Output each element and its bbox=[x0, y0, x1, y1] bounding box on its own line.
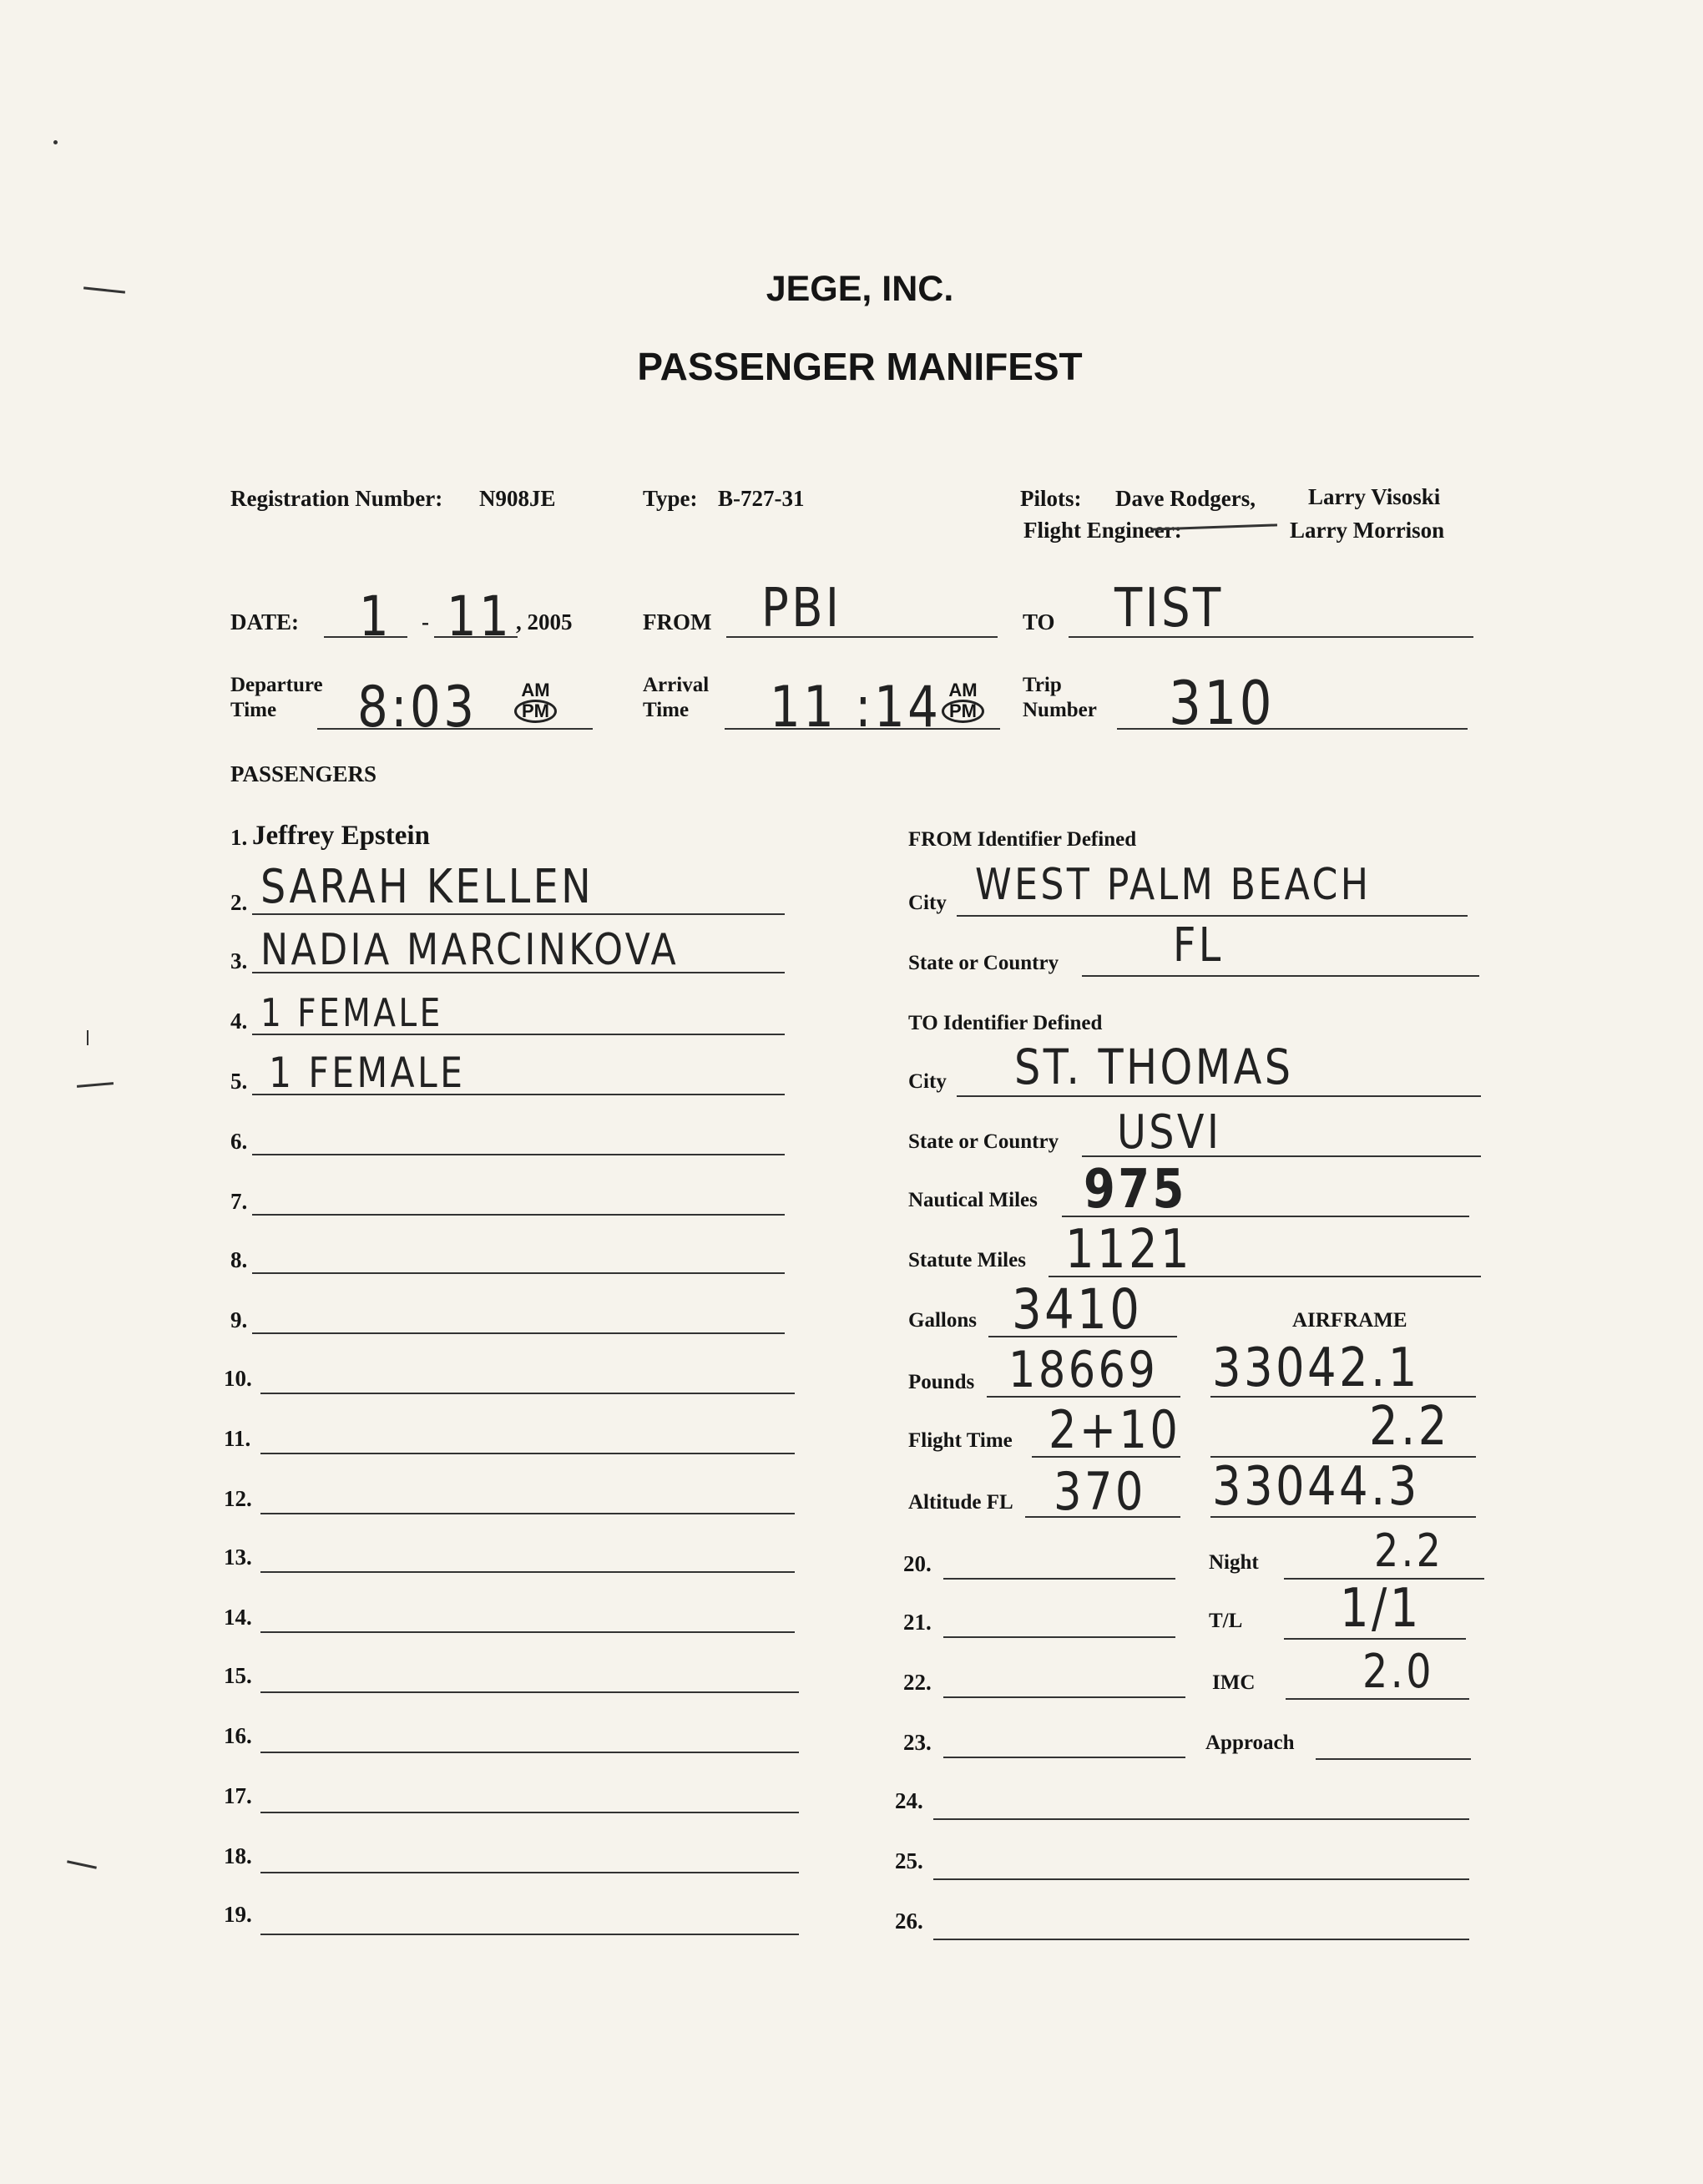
airframe-flight-time-value: 2.2 bbox=[1369, 1396, 1450, 1458]
pounds-label: Pounds bbox=[908, 1371, 975, 1393]
date-year: , 2005 bbox=[516, 609, 573, 634]
row-24-number: 24. bbox=[895, 1788, 923, 1813]
type-value: B-727-31 bbox=[718, 486, 805, 511]
type-label: Type: bbox=[643, 486, 698, 511]
passenger-name: SARAH KELLEN bbox=[260, 860, 594, 914]
passenger-number: 8. bbox=[230, 1247, 248, 1272]
to-state-label: State or Country bbox=[908, 1130, 1059, 1153]
passenger-number: 13. bbox=[224, 1544, 252, 1570]
gallons-label: Gallons bbox=[908, 1309, 977, 1332]
to-city-value: ST. THOMAS bbox=[1014, 1039, 1294, 1095]
departure-ampm: AM PM bbox=[514, 681, 557, 723]
statute-miles-label: Statute Miles bbox=[908, 1249, 1026, 1271]
night-value: 2.2 bbox=[1374, 1524, 1444, 1577]
page-title: PASSENGER MANIFEST bbox=[637, 345, 1083, 388]
passenger-name: 1 FEMALE bbox=[269, 1049, 466, 1097]
company-name: JEGE, INC. bbox=[766, 269, 954, 309]
to-city-label: City bbox=[908, 1070, 947, 1093]
passenger-name: 1 FEMALE bbox=[260, 990, 443, 1035]
passenger-number: 14. bbox=[224, 1605, 252, 1630]
arrival-label: Arrival Time bbox=[643, 674, 710, 721]
trip-number-label: Trip Number bbox=[1023, 674, 1097, 721]
passenger-number: 17. bbox=[224, 1783, 252, 1808]
departure-time-value: 8:03 bbox=[357, 675, 478, 741]
passenger-number: 9. bbox=[230, 1307, 248, 1332]
engineer-value: Larry Morrison bbox=[1290, 518, 1445, 543]
airframe-end-value: 33044.3 bbox=[1212, 1456, 1420, 1518]
tl-label: T/L bbox=[1209, 1610, 1243, 1632]
trip-number-value: 310 bbox=[1169, 668, 1276, 738]
row-23-number: 23. bbox=[903, 1730, 932, 1755]
to-value: TIST bbox=[1114, 578, 1224, 640]
passenger-1-name: Jeffrey Epstein bbox=[252, 821, 430, 851]
passenger-number: 10. bbox=[224, 1366, 252, 1391]
altitude-value: 370 bbox=[1054, 1461, 1146, 1522]
from-identifier-heading: FROM Identifier Defined bbox=[908, 828, 1137, 851]
imc-value: 2.0 bbox=[1362, 1645, 1434, 1699]
arrival-ampm: AM PM bbox=[942, 681, 984, 723]
from-city-label: City bbox=[908, 892, 947, 914]
pilots-label: Pilots: bbox=[1020, 486, 1082, 511]
statute-miles-value: 1121 bbox=[1065, 1219, 1193, 1281]
tl-value: 1/1 bbox=[1340, 1578, 1422, 1640]
date-month: 1 bbox=[359, 584, 392, 649]
row-22-number: 22. bbox=[903, 1670, 932, 1695]
passengers-label: PASSENGERS bbox=[230, 761, 377, 786]
nautical-miles-value: 975 bbox=[1084, 1159, 1187, 1221]
passenger-number: 7. bbox=[230, 1189, 248, 1214]
passenger-number: 4. bbox=[230, 1009, 248, 1034]
nautical-miles-label: Nautical Miles bbox=[908, 1189, 1038, 1211]
row-21-number: 21. bbox=[903, 1610, 932, 1635]
to-identifier-heading: TO Identifier Defined bbox=[908, 1012, 1103, 1034]
passenger-number: 3. bbox=[230, 948, 248, 973]
row-26-number: 26. bbox=[895, 1908, 923, 1934]
row-20-number: 20. bbox=[903, 1551, 932, 1576]
from-city-value: WEST PALM BEACH bbox=[975, 860, 1372, 910]
date-label: DATE: bbox=[230, 609, 300, 634]
from-value: PBI bbox=[761, 578, 842, 640]
airframe-start-value: 33042.1 bbox=[1212, 1337, 1420, 1399]
passenger-1-number: 1. bbox=[230, 825, 248, 850]
passenger-number: 12. bbox=[224, 1486, 252, 1511]
passenger-number: 11. bbox=[224, 1426, 251, 1451]
gallons-value: 3410 bbox=[1012, 1277, 1143, 1342]
arrival-time-value: 11 :14 bbox=[770, 675, 942, 741]
flight-time-label: Flight Time bbox=[908, 1429, 1013, 1452]
approach-label: Approach bbox=[1205, 1732, 1295, 1754]
date-separator: - bbox=[422, 609, 429, 634]
passenger-number: 18. bbox=[224, 1843, 252, 1868]
from-state-label: State or Country bbox=[908, 952, 1059, 974]
registration-value: N908JE bbox=[479, 486, 556, 511]
flight-time-value: 2+10 bbox=[1049, 1399, 1181, 1460]
altitude-label: Altitude FL bbox=[908, 1491, 1013, 1514]
passenger-number: 19. bbox=[224, 1902, 252, 1927]
to-label: TO bbox=[1023, 609, 1055, 634]
from-label: FROM bbox=[643, 609, 712, 634]
row-25-number: 25. bbox=[895, 1848, 923, 1873]
pounds-value: 18669 bbox=[1008, 1341, 1159, 1399]
passenger-number: 16. bbox=[224, 1723, 252, 1748]
passenger-name: NADIA MARCINKOVA bbox=[260, 925, 680, 975]
passenger-number: 15. bbox=[224, 1663, 252, 1688]
from-state-value: FL bbox=[1173, 918, 1224, 973]
imc-label: IMC bbox=[1212, 1671, 1256, 1694]
passenger-number: 5. bbox=[230, 1069, 248, 1094]
registration-label: Registration Number: bbox=[230, 486, 443, 511]
engineer-label: Flight Engineer: bbox=[1023, 518, 1182, 543]
night-label: Night bbox=[1209, 1551, 1259, 1574]
date-day: 11 bbox=[447, 584, 513, 649]
departure-label: Departure Time bbox=[230, 674, 323, 721]
to-state-value: USVI bbox=[1117, 1105, 1222, 1160]
airframe-heading: AIRFRAME bbox=[1292, 1309, 1407, 1332]
passenger-number: 6. bbox=[230, 1129, 248, 1154]
pilots-value-2: Larry Visoski bbox=[1308, 484, 1441, 509]
passenger-number: 2. bbox=[230, 890, 248, 915]
pilots-value-1: Dave Rodgers, bbox=[1115, 486, 1256, 511]
